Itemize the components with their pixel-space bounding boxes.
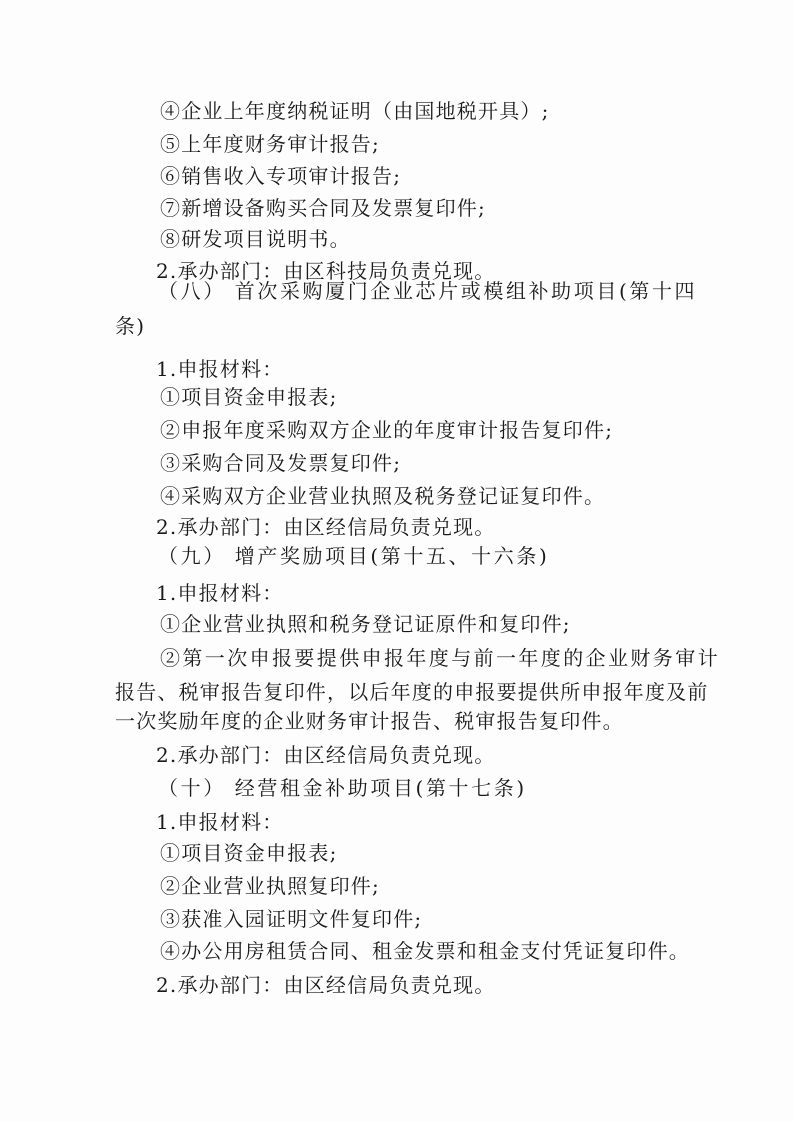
list-item: ⑧研发项目说明书。 (160, 227, 351, 251)
section-heading: （十） 经营租金补助项目(第十七条) (158, 776, 527, 800)
paragraph-continuation: 报告、税审报告复印件，以后年度的申报要提供所申报年度及前 (115, 680, 709, 704)
paragraph-continuation: 一次奖励年度的企业财务审计报告、税审报告复印件。 (115, 709, 624, 733)
list-item: ①项目资金申报表; (160, 385, 338, 409)
list-item: ③获准入园证明文件复印件; (160, 907, 423, 931)
list-item: ④办公用房租赁合同、租金发票和租金支付凭证复印件。 (160, 939, 690, 963)
section-heading: （九） 增产奖励项目(第十五、十六条) (158, 544, 550, 568)
list-item: ④采购双方企业营业执照及税务登记证复印件。 (160, 484, 606, 508)
paragraph: 1.申报材料： (156, 581, 284, 605)
list-item: ②企业营业执照复印件; (160, 874, 380, 898)
list-item: ⑦新增设备购买合同及发票复印件; (160, 196, 486, 220)
paragraph: 2.承办部门：由区经信局负责兑现。 (156, 515, 496, 539)
paragraph: 1.申报材料： (156, 810, 284, 834)
list-item: ③采购合同及发票复印件; (160, 451, 402, 475)
paragraph: 2.承办部门：由区经信局负责兑现。 (156, 743, 496, 767)
paragraph: 2.承办部门：由区经信局负责兑现。 (156, 973, 496, 997)
list-item: ②申报年度采购双方企业的年度审计报告复印件; (160, 418, 614, 442)
list-item: ①项目资金申报表; (160, 841, 338, 865)
paragraph: 1.申报材料： (156, 357, 284, 381)
list-item: ⑥销售收入专项审计报告; (160, 164, 402, 188)
section-heading-continuation: 条) (115, 314, 146, 338)
list-item: ④企业上年度纳税证明（由国地税开具）; (160, 99, 550, 123)
list-item: ①企业营业执照和税务登记证原件和复印件; (160, 612, 571, 636)
paragraph: 2.承办部门：由区科技局负责兑现。 (156, 259, 496, 283)
list-item: ②第一次申报要提供申报年度与前一年度的企业财务审计 (160, 646, 720, 670)
section-heading: （八） 首次采购厦门企业芯片或模组补助项目(第十四 (158, 279, 698, 303)
list-item: ⑤上年度财务审计报告; (160, 132, 380, 156)
